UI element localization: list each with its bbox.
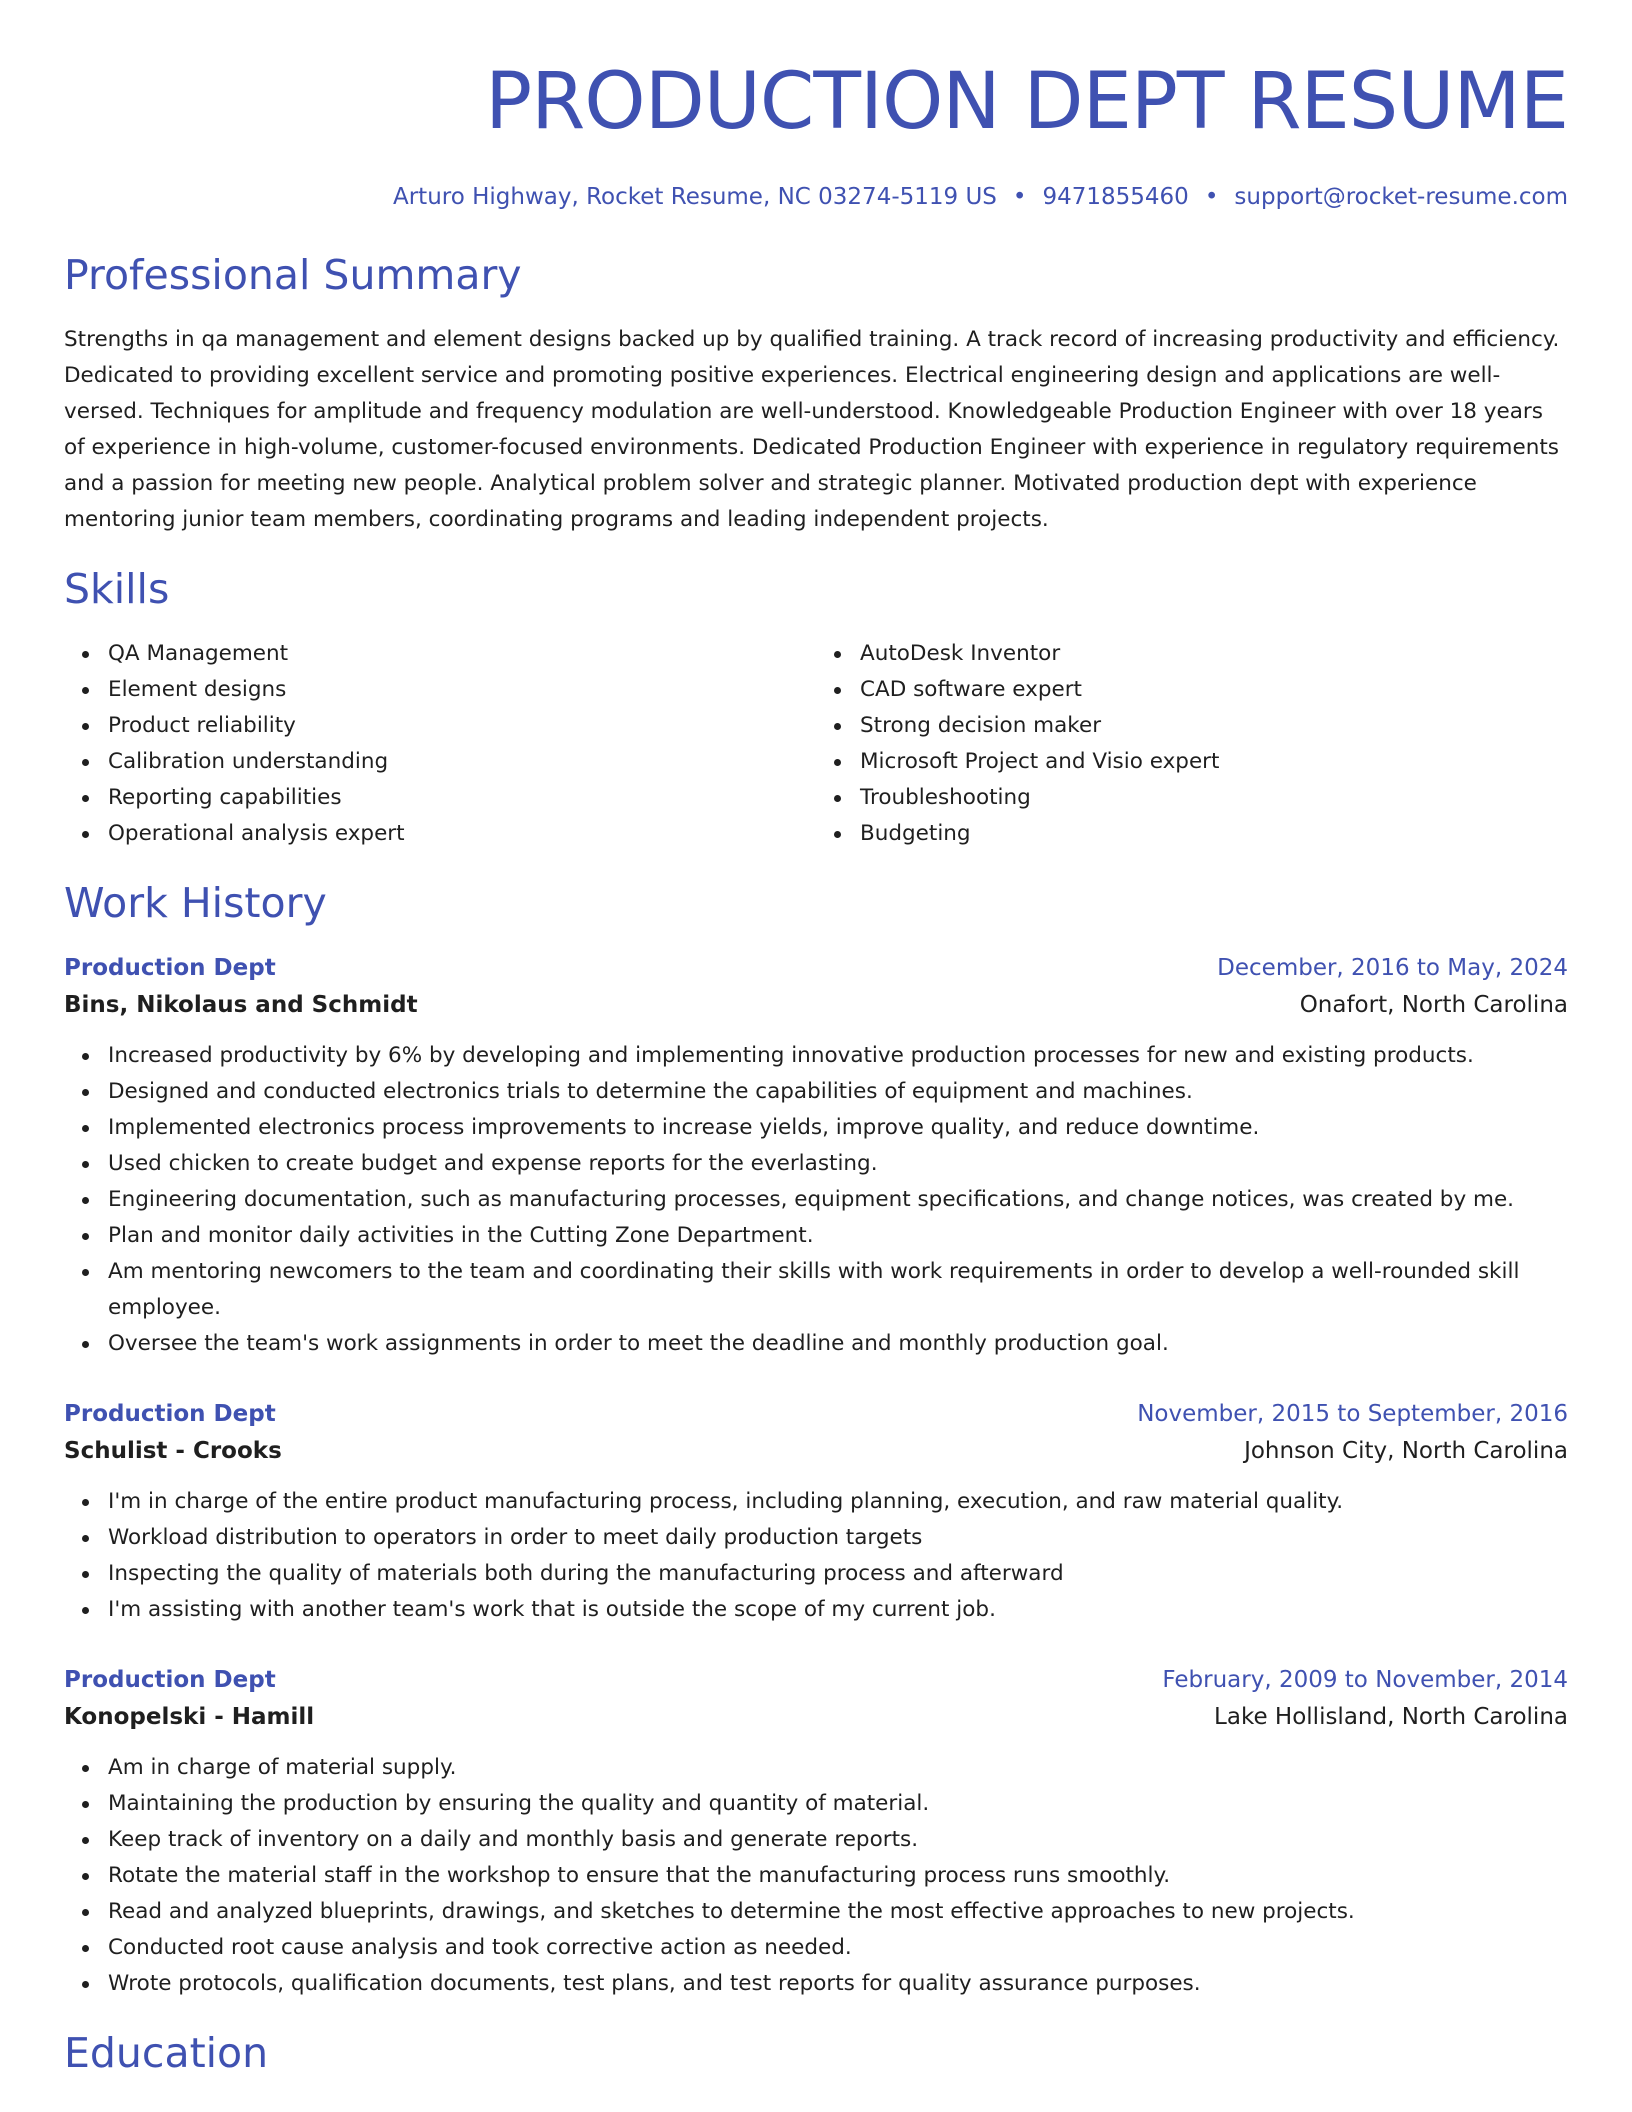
job-company-row — [64, 1698, 1568, 1736]
job-bullet: Keep track of inventory on a daily and monthly basis and generate reports. — [108, 1822, 1568, 1858]
job-bullet: Am in charge of material supply. — [108, 1750, 1568, 1786]
job-company: Bins, Nikolaus and Schmidt — [64, 992, 418, 1018]
job-header-row — [64, 950, 1568, 986]
job-title: Production Dept — [64, 1667, 276, 1693]
job-header-row — [64, 1662, 1568, 1698]
skills-list-right — [816, 636, 1568, 852]
skill-item: Microsoft Project and Visio expert — [860, 744, 1568, 780]
skill-item: Troubleshooting — [860, 780, 1568, 816]
contact-line — [64, 182, 1568, 212]
contact-separator: • — [1012, 184, 1027, 210]
skill-item: QA Management — [108, 636, 816, 672]
skill-item: Calibration understanding — [108, 744, 816, 780]
skill-item: Operational analysis expert — [108, 816, 816, 852]
job-bullet: Inspecting the quality of materials both during the manufacturing process and afterward — [108, 1556, 1568, 1592]
job-dates: December, 2016 to May, 2024 — [1217, 955, 1568, 981]
job-bullet: Wrote protocols, qualification documents, test plans, and test reports for quality assurance purposes. — [108, 1966, 1568, 2002]
job-company: Konopelski - Hamill — [64, 1704, 315, 1730]
job-company-row — [64, 1432, 1568, 1470]
contact-phone: 9471855460 — [1042, 184, 1189, 210]
skill-item: Product reliability — [108, 708, 816, 744]
job-bullet: Conducted root cause analysis and took corrective action as needed. — [108, 1930, 1568, 1966]
contact-address: Arturo Highway, Rocket Resume, NC 03274-5119 US — [392, 184, 997, 210]
job-bullet: Engineering documentation, such as manufacturing processes, equipment specifications, and change notices, was created by me. — [108, 1182, 1568, 1218]
skill-item: Strong decision maker — [860, 708, 1568, 744]
job-bullet: Increased productivity by 6% by developing and implementing innovative production processes for new and existing products. — [108, 1038, 1568, 1074]
skills-grid — [64, 636, 1568, 852]
job-bullet: I'm assisting with another team's work that is outside the scope of my current job. — [108, 1592, 1568, 1628]
job-bullet: Implemented electronics process improvements to increase yields, improve quality, and reduce downtime. — [108, 1110, 1568, 1146]
summary-text: Strengths in qa management and element designs backed up by qualified training. A track record of increasing productivity and efficiency. Dedicated to providing excellent service and promoting positive experiences. Electrical engineering design and applications are well-versed. Techniques for amplitude and frequency modulation are well-understood. Knowledgeable Production Engineer with over 18 years of experience in high-volume, customer-focused environments. Dedicated Production Engineer with experience in regulatory requirements and a passion for meeting new people. Analytical problem solver and strategic planner. Motivated production dept with experience mentoring junior team members, coordinating programs and leading independent projects. — [64, 327, 1560, 532]
job-title: Production Dept — [64, 955, 276, 981]
summary-heading: Professional Summary — [64, 251, 522, 299]
job-bullets — [64, 1484, 1568, 1628]
job-bullet: Workload distribution to operators in order to meet daily production targets — [108, 1520, 1568, 1556]
education-heading: Education — [64, 2029, 269, 2077]
job-entry-3 — [64, 1662, 1568, 2002]
job-entry-1 — [64, 950, 1568, 1362]
skill-item: Reporting capabilities — [108, 780, 816, 816]
job-bullets — [64, 1038, 1568, 1362]
job-bullet: I'm in charge of the entire product manufacturing process, including planning, execution, and raw material quality. — [108, 1484, 1568, 1520]
job-location: Johnson City, North Carolina — [1244, 1438, 1568, 1464]
skill-item: CAD software expert — [860, 672, 1568, 708]
job-bullet: Plan and monitor daily activities in the Cutting Zone Department. — [108, 1218, 1568, 1254]
job-bullet: Am mentoring newcomers to the team and coordinating their skills with work requirements in order to develop a well-rounded skill employee. — [108, 1254, 1568, 1326]
job-dates: November, 2015 to September, 2016 — [1137, 1401, 1568, 1427]
skill-item: Budgeting — [860, 816, 1568, 852]
job-bullet: Read and analyzed blueprints, drawings, and sketches to determine the most effective approaches to new projects. — [108, 1894, 1568, 1930]
job-location: Onafort, North Carolina — [1299, 992, 1568, 1018]
job-header-row — [64, 1396, 1568, 1432]
job-bullets — [64, 1750, 1568, 2002]
skill-item: AutoDesk Inventor — [860, 636, 1568, 672]
contact-separator: • — [1204, 184, 1219, 210]
work-history-heading: Work History — [64, 879, 327, 927]
skills-heading: Skills — [64, 565, 170, 613]
job-location: Lake Hollisland, North Carolina — [1214, 1704, 1568, 1730]
job-dates: February, 2009 to November, 2014 — [1162, 1667, 1568, 1693]
job-bullet: Designed and conducted electronics trials to determine the capabilities of equipment and machines. — [108, 1074, 1568, 1110]
contact-email: support@rocket-resume.com — [1234, 184, 1568, 210]
job-company: Schulist - Crooks — [64, 1438, 282, 1464]
job-entry-2 — [64, 1396, 1568, 1628]
job-company-row — [64, 986, 1568, 1024]
skill-item: Element designs — [108, 672, 816, 708]
job-bullet: Oversee the team's work assignments in order to meet the deadline and monthly production goal. — [108, 1326, 1568, 1362]
skills-list-left — [64, 636, 816, 852]
job-bullet: Rotate the material staff in the workshop to ensure that the manufacturing process runs smoothly. — [108, 1858, 1568, 1894]
job-bullet: Used chicken to create budget and expense reports for the everlasting. — [108, 1146, 1568, 1182]
job-title: Production Dept — [64, 1401, 276, 1427]
job-bullet: Maintaining the production by ensuring the quality and quantity of material. — [108, 1786, 1568, 1822]
resume-title: PRODUCTION DEPT RESUME — [485, 57, 1568, 147]
